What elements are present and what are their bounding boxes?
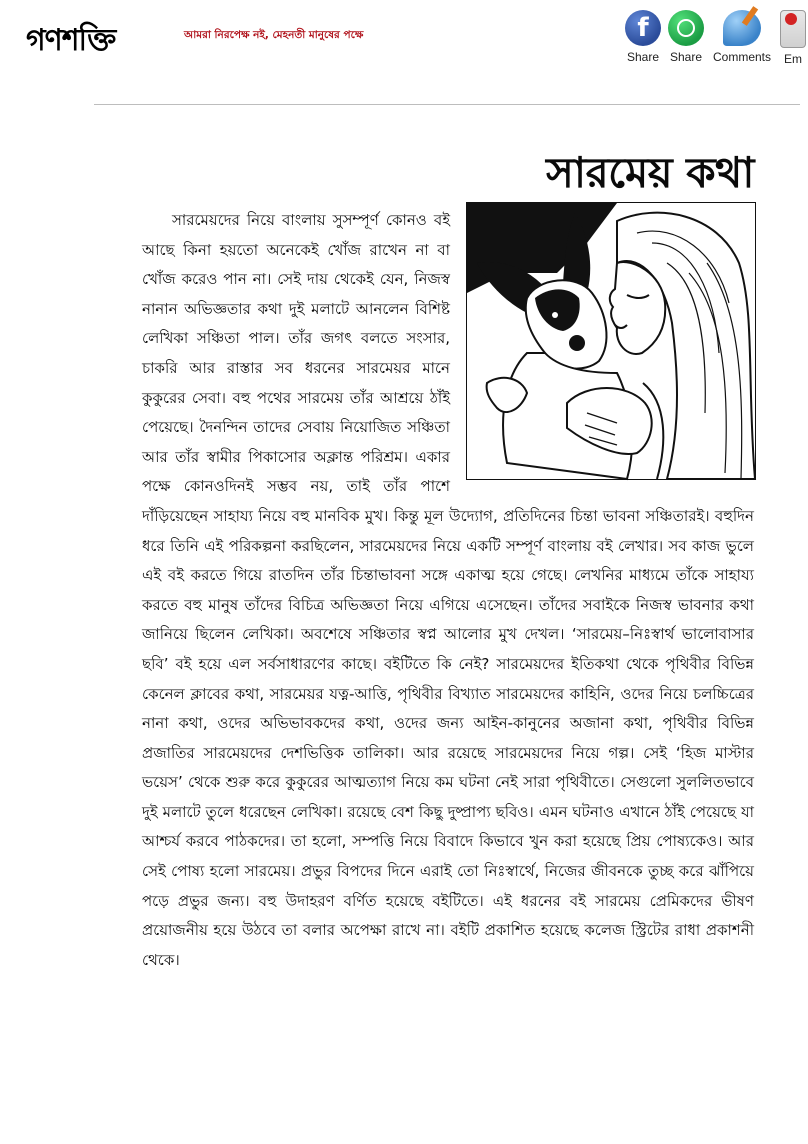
site-logo[interactable]: গণশক্তি	[26, 23, 116, 58]
article-body	[142, 206, 754, 975]
illustration-space	[450, 206, 754, 482]
email-button[interactable]	[778, 10, 808, 66]
comments-button[interactable]	[710, 10, 774, 64]
whatsapp-icon	[668, 10, 704, 46]
comments-label: Comments	[712, 50, 771, 64]
email-icon	[780, 10, 806, 48]
facebook-icon	[625, 10, 661, 46]
header-divider	[94, 104, 800, 105]
article-title: সারমেয় কথা	[546, 148, 754, 197]
article-paragraph: সারমেয়দের নিয়ে বাংলায় সুসম্পূর্ণ কোনও বই আছে কিনা হয়তো অনেকেই খোঁজ রাখেন না বা খোঁজ করেও পান না। সেই দায় থেকেই যেন, নিজস্ব নানান অভিজ্ঞতার কথা দুই মলাটে আনলেন বিশিষ্ট লেখিকা সঞ্চিতা পাল। তাঁর জগৎ বলতে সংসার, চাকরি আর রাস্তার সব ধরনের সারমেয়র মানে কুকুরের সেবা। বহু পথের সারমেয় তাঁর আশ্রয়ে ঠাঁই পেয়েছে। দৈনন্দিন তাদের সেবায় নিয়োজিত সঞ্চিতা আর তাঁর স্বামীর পিকাসোর অক্লান্ত পরিশ্রম। একার পক্ষে কোনওদিনই সম্ভব নয়, তাই তাঁর পাশে দাঁড়িয়েছেন সাহায্য নিয়ে বহু মানবিক মুখ। কিন্তু মূল উদ্যোগ, প্রতিদিনের চিন্তা ভাবনা সঞ্চিতারই। বহুদিন ধরে তিনি এই পরিকল্পনা করছিলেন, সারমেয়দের নিয়ে একটি সম্পূর্ণ বাংলায় বই লেখার। সব কাজ ভুলে এই বই করতে গিয়ে রাতদিন তাঁর চিন্তাভাবনা সঙ্গে একাত্ম হয়ে গেছে। লেখনির মাধ্যমে তাঁকে সাহায্য করতে বহু মানুষ তাঁদের বিচিত্র অভিজ্ঞতা নিয়ে এগিয়ে এসেছেন। তাঁদের সবাইকে নিজস্ব ভাবনার কথা জানিয়ে ছিলেন লেখিকা। অবশেষে সঞ্চিতার স্বপ্ন আলোর মুখ দেখল। ‘সারমেয়–নিঃস্বার্থ ভালোবাসার ছবি’ বই হয়ে এল সর্বসাধারণের কাছে। বইটিতে কি নেই? সারমেয়দের ইতিকথা থেকে পৃথিবীর বিভিন্ন কেনেল ক্লাবের কথা, সারমেয়র যত্ন-আত্তি, পৃথিবীর বিখ্যাত সারমেয়দের কাহিনি, ওদের নিয়ে চলচ্চিত্রের নানা কথা, ওদের অভিভাবকদের কথা, ওদের জন্য আইন-কানুনের অজানা কথা, পৃথিবীর বিভিন্ন প্রজাতির সারমেয়দের দেশভিত্তিক তালিকা। আর রয়েছে সারমেয়দের নিয়ে গল্প। সেই ‘হিজ মাস্টার ভয়েস’ থেকে শুরু করে কুকুরের আত্মত্যাগ নিয়ে কম ঘটনা নেই সারা পৃথিবীতে। সেগুলো সুললিতভাবে দুই মলাটে তুলে ধরেছেন লেখিকা। রয়েছে বেশ কিছু দুষ্প্রাপ্য ছবিও। এমন ঘটনাও এখানে ঠাঁই পেয়েছে যা আশ্চর্য করবে পাঠকদের। তা হলো, সম্পত্তি নিয়ে বিবাদে কিভাবে খুন করা হয়েছে প্রিয় পোষ্যকেও। আর সেই পোষ্য হলো সারমেয়। প্রভুর বিপদের দিনে এরাই তো নিঃস্বার্থে, নিজের জীবনকে তুচ্ছ করে ঝাঁপিয়ে পড়ে প্রভুর জন্য। বহু উদাহরণ বর্ণিত হয়েছে বইটিতে। এই ধরনের বই সারমেয় প্রেমিকদের ভীষণ প্রয়োজনীয় হয়ে উঠবে তা বলার অপেক্ষা রাখে না। বইটি প্রকাশিত হয়েছে কলেজ স্ট্রিটের রাধা প্রকাশনী থেকে।	[142, 211, 754, 969]
comments-icon	[723, 10, 761, 46]
site-tagline: আমরা নিরপেক্ষ নই, মেহনতী মানুষের পক্ষে	[184, 29, 364, 41]
email-label: Em	[784, 52, 802, 66]
facebook-share-button[interactable]	[624, 10, 662, 64]
share-label: Share	[669, 50, 703, 64]
whatsapp-share-button[interactable]	[667, 10, 705, 64]
share-label: Share	[626, 50, 660, 64]
site-header	[0, 0, 800, 100]
